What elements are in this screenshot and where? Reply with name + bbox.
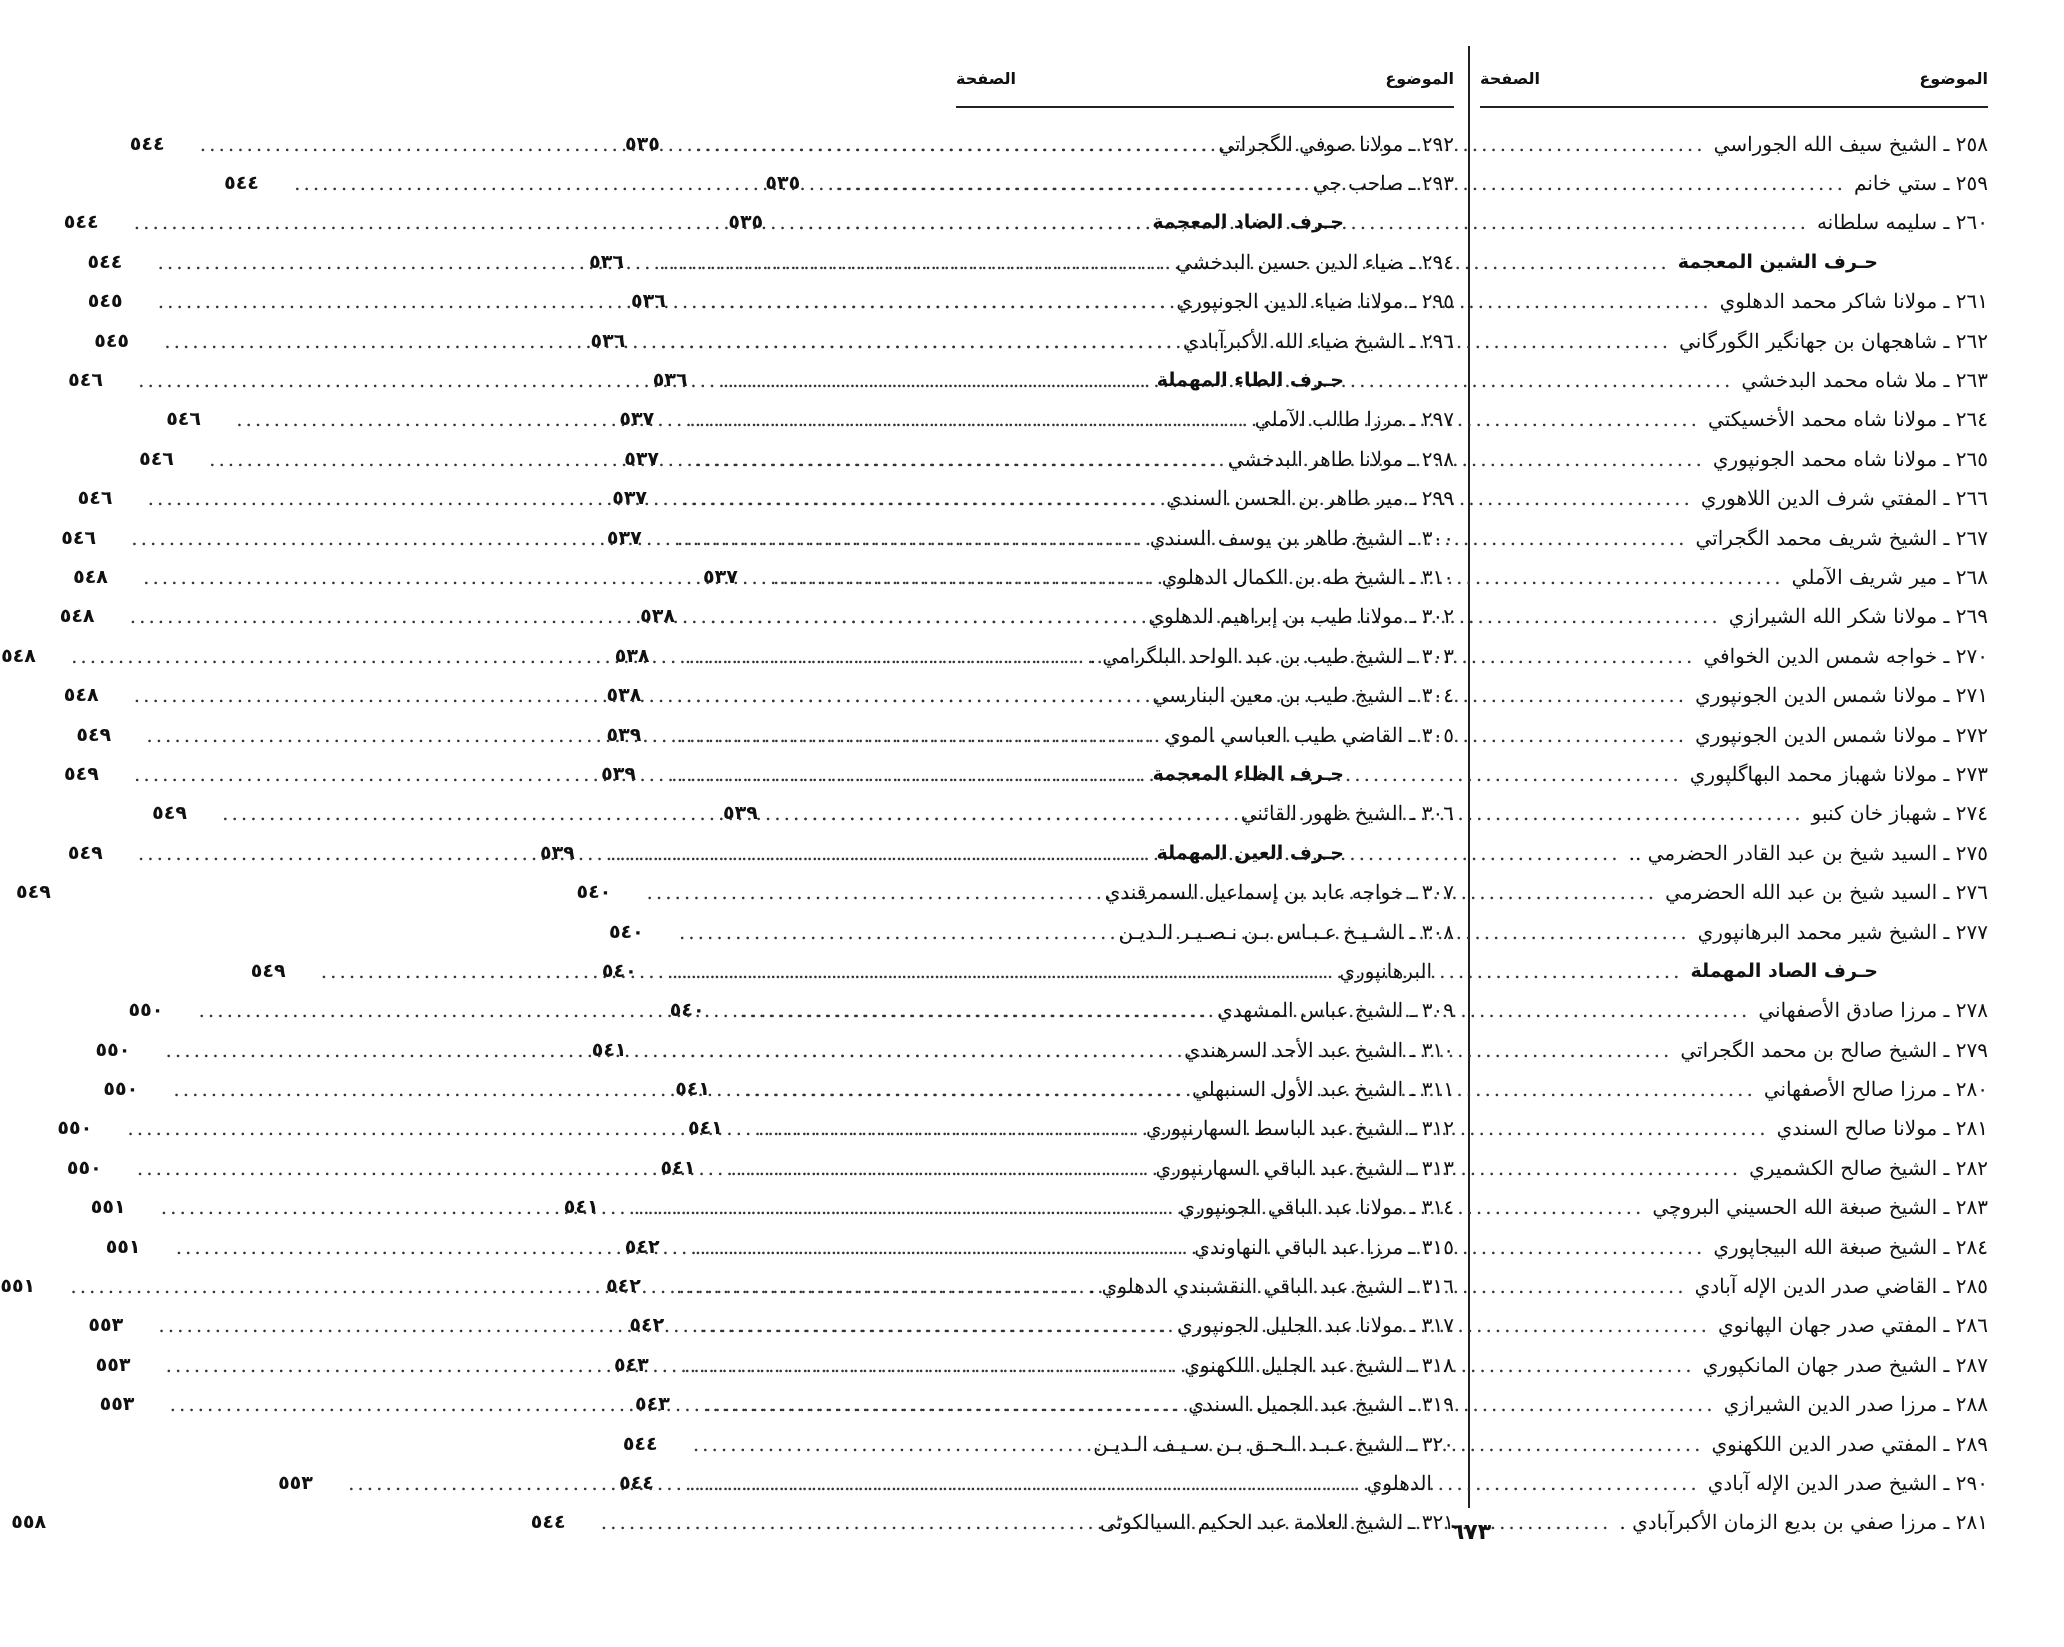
dot-leader bbox=[130, 604, 1141, 628]
entry-page-number: ٥٣٦ bbox=[590, 329, 626, 352]
entry-page-number: ٥٣٨ bbox=[614, 644, 650, 667]
dot-leader bbox=[170, 1392, 1181, 1416]
entry-title: ٢٩٤ ـ ضياء الدين حسين البدخشي bbox=[1176, 249, 1454, 274]
entry-title: ٢٨٢ ـ الشيخ صالح الكشميري bbox=[1749, 1155, 1988, 1180]
entry-page-number: ٥٤٤ bbox=[619, 1471, 654, 1494]
entry-page-number: ٥٤٢ bbox=[629, 1314, 665, 1337]
dot-leader bbox=[146, 723, 1157, 747]
toc-entry bbox=[956, 912, 1454, 951]
dot-leader bbox=[143, 565, 1154, 589]
entry-title: حـرف الظاء المعجمة bbox=[1152, 762, 1344, 785]
entry-title: حـرف العين المهملة bbox=[1156, 841, 1344, 864]
entry-title: ٣٠٤ ـ الشيخ طيب بن معين البنارسي bbox=[1152, 683, 1454, 708]
entry-page-number: ٥٣٦ bbox=[589, 250, 624, 273]
entry-title: ٢٦٥ ـ مولانا شاه محمد الجونپوري bbox=[1712, 446, 1988, 471]
dot-leader bbox=[199, 998, 1210, 1022]
entry-title: ٢٧٧ ـ الشيخ شير محمد البرهانپوري bbox=[1697, 919, 1988, 944]
entry-page-number: ٥٤٣ bbox=[613, 1353, 649, 1376]
entry-page-number: ٥٥٠ bbox=[128, 999, 164, 1022]
entry-title: ٢٨١ ـ مولانا صالح السندي bbox=[1776, 1116, 1988, 1141]
dot-leader bbox=[71, 644, 1082, 668]
entry-page-number: ٥٤١ bbox=[687, 1117, 723, 1140]
entry-title: ٢٧٨ ـ مرزا صادق الأصفهاني bbox=[1758, 998, 1988, 1023]
entry-page-number: ٥٣٩ bbox=[601, 762, 636, 785]
entry-title: ٢٦١ ـ مولانا شاكر محمد الدهلوي bbox=[1719, 289, 1988, 314]
entry-page-number: ٥٤٩ bbox=[67, 841, 103, 864]
entry-page-number: ٥٤٥ bbox=[87, 290, 123, 313]
entry-title: ٣٠٦ ـ الشيخ ظهور القائني bbox=[1240, 801, 1454, 826]
entry-page-number: ٥٣٧ bbox=[606, 526, 642, 549]
entry-page-number: ٥٤٤ bbox=[63, 211, 99, 234]
right-column-header bbox=[1480, 46, 1988, 106]
dot-leader bbox=[134, 762, 1145, 786]
entry-page-number: ٥٥١ bbox=[90, 1196, 126, 1219]
entry-page-number: ٥٣٩ bbox=[539, 841, 575, 864]
entry-page-number: ٥٤٠ bbox=[608, 920, 644, 943]
entry-page-number: ٥٤٠ bbox=[601, 959, 637, 982]
toc-entry bbox=[956, 1424, 1454, 1463]
entry-title: ٢٨٥ ـ القاضي صدر الدين الإله آبادي bbox=[1694, 1274, 1988, 1299]
entry-title: ٢٦٩ ـ مولانا شكر الله الشيرازي bbox=[1728, 604, 1988, 629]
entry-title: ٣١٣ ـ الشيخ عبد الباقي السهارنپوري bbox=[1155, 1155, 1454, 1180]
entry-page-number: ٥٣٥ bbox=[625, 132, 660, 155]
entry-title: ٣٠٧ ـ خواجه عابد بن إسماعيل السمرقندي bbox=[1104, 880, 1454, 905]
entry-title: حـرف الضاد المعجمة bbox=[1152, 211, 1344, 234]
entry-title: ٣١١ ـ الشيخ عبد الأول السنبهلي bbox=[1191, 1077, 1454, 1102]
entry-page-number: ٥٤٢ bbox=[624, 1235, 660, 1258]
header-rule bbox=[1480, 106, 1988, 108]
dot-leader bbox=[200, 132, 1211, 156]
entry-title: ٢٦٢ ـ شاهجهان بن جهانگير الگورگاني bbox=[1679, 328, 1988, 353]
entry-title: ٣٠٩ ـ الشيخ عباس المشهدي bbox=[1217, 998, 1454, 1023]
entry-page-number: ٥٤٦ bbox=[68, 369, 103, 392]
dot-leader bbox=[173, 1077, 1184, 1101]
entry-page-number: ٥٥١ bbox=[0, 1275, 36, 1298]
header-rule bbox=[956, 106, 1454, 108]
entry-title: ٣٢١ ـ الشيخ العلامة عبد الحكيم السيالكوٹی bbox=[1099, 1510, 1454, 1535]
entry-title: ٢٧٠ ـ خواجه شمس الدين الخوافي bbox=[1703, 643, 1988, 668]
entry-page-number: ٥٣٨ bbox=[640, 605, 675, 628]
entry-page-number: ٥٤٩ bbox=[76, 723, 112, 746]
entry-page-number: ٥٣٧ bbox=[624, 447, 660, 470]
entry-title: ٣٠٠ ـ الشيخ طاهر بن يوسف السندي bbox=[1149, 525, 1454, 550]
entry-title: ٢٨١ ـ مرزا صفي بن بديع الزمان الأكبرآبادي . bbox=[1619, 1510, 1988, 1535]
entry-page-number: ٥٤٤ bbox=[224, 172, 259, 195]
entry-page-number: ٥٤٩ bbox=[16, 881, 51, 904]
entry-title: ٣١٨ ـ الشيخ عبد الجليل اللكهنوي bbox=[1184, 1352, 1454, 1377]
entry-title: ٢٨٠ ـ مرزا صالح الأصفهاني bbox=[1763, 1077, 1988, 1102]
entry-page-number: ٥٤٩ bbox=[152, 802, 187, 825]
entry-title: ٣٢٠ ـ الشيخ عـبـد الـحـق بـن سـيـف الـديـن bbox=[1093, 1431, 1454, 1456]
entry-page-number: ٥٥٣ bbox=[95, 1353, 131, 1376]
dot-leader bbox=[138, 368, 1149, 392]
entry-title: ٢٧٤ ـ شهباز خان كنبو bbox=[1811, 801, 1988, 826]
entry-title: ٣٠٨ ـ الشـيـخ عـبـاس بـن نـصـيـر الـديـن bbox=[1118, 919, 1454, 944]
entry-title: ٣٠٢ ـ مولانا طيب بن إبراهيم الدهلوي bbox=[1148, 604, 1454, 629]
entry-page-number: ٥٤٨ bbox=[63, 684, 99, 707]
entry-title: ٣١٠ ـ الشيخ عبد الأحد السرهندي bbox=[1184, 1037, 1454, 1062]
dot-leader bbox=[166, 1353, 1177, 1377]
dot-leader bbox=[158, 250, 1169, 274]
dot-leader bbox=[134, 210, 1145, 234]
entry-title: ٢٨٧ ـ الشيخ صدر جهان المانكپوري bbox=[1702, 1352, 1988, 1377]
entry-title: ٢٧١ ـ مولانا شمس الدين الجونپوري bbox=[1695, 683, 1988, 708]
entry-page-number: ٥٥٣ bbox=[88, 1314, 124, 1337]
entry-page-number: ٥٤٦ bbox=[166, 408, 201, 431]
entry-title: ٢٦٧ ـ الشيخ شريف محمد الگجراتي bbox=[1695, 525, 1988, 550]
entry-title: ٢٩٧ ـ مرزا طالب الآملي bbox=[1254, 407, 1454, 432]
entry-title: ٢٨٨ ـ مرزا صدر الدين الشيرازي bbox=[1723, 1392, 1988, 1417]
entry-title: ٣٠٣ ـ الشيخ طيب بن عبد الواحد البلگرامي . bbox=[1089, 643, 1454, 668]
entry-title: حـرف الشين المعجمة bbox=[1677, 250, 1878, 273]
entry-title: ٢٩٥ ـ مولانا ضياء الدين الجونپوري bbox=[1176, 289, 1454, 314]
left-column-header bbox=[956, 46, 1454, 106]
entry-page-number: ٥٤٩ bbox=[250, 959, 286, 982]
entry-page-number: ٥٣٦ bbox=[631, 290, 666, 313]
entry-page-number: ٥٤٨ bbox=[59, 605, 95, 628]
entry-page-number: ٥٣٩ bbox=[606, 723, 642, 746]
entry-page-number: ٥٥٠ bbox=[95, 1038, 131, 1061]
entry-title: ٢٩٩ ـ مير طاهر بن الحسن السندي bbox=[1166, 486, 1454, 511]
dot-leader bbox=[222, 801, 1233, 825]
entry-title: ٢٦٦ ـ المفتي شرف الدين اللاهوري bbox=[1700, 486, 1988, 511]
entry-title: ٢٦٨ ـ مير شريف الآملي bbox=[1791, 564, 1988, 589]
entry-page-number: ٥٥٠ bbox=[66, 1156, 102, 1179]
entry-page-number: ٥٤١ bbox=[591, 1038, 627, 1061]
entry-page-number: ٥٥٠ bbox=[57, 1117, 93, 1140]
entry-title: ٣١٠ ـ الشيخ طه بن الكمال الدهلوي bbox=[1161, 564, 1454, 589]
entry-title: ٢٨٣ ـ الشيخ صبغة الله الحسيني البروچي bbox=[1652, 1195, 1988, 1220]
entry-page-number: ٥٥٣ bbox=[99, 1393, 135, 1416]
entry-title: ٢٨٩ ـ المفتي صدر الدين اللكهنوي bbox=[1711, 1431, 1988, 1456]
entry-title: ٢٩٦ ـ الشيخ ضياء الله الأكبرآبادي bbox=[1182, 328, 1454, 353]
entry-page-number: ٥٤٢ bbox=[606, 1275, 641, 1298]
entry-page-number: ٥٣٧ bbox=[619, 408, 655, 431]
entry-title: ٢٩٢ ـ مولانا صوفي الگجراتي bbox=[1218, 131, 1454, 156]
dot-leader bbox=[138, 841, 1149, 865]
entry-page-number: ٥٣٨ bbox=[606, 684, 642, 707]
dot-leader bbox=[131, 526, 1142, 550]
entry-page-number: ٥٥٨ bbox=[11, 1511, 47, 1534]
entry-page-number: ٥٤٦ bbox=[139, 447, 174, 470]
entry-page-number: ٥٤٤ bbox=[622, 1432, 658, 1455]
entry-page-number: ٥٤٤ bbox=[129, 132, 165, 155]
page-label: الصفحة bbox=[1480, 68, 1541, 88]
dot-leader bbox=[236, 407, 1247, 431]
dot-leader bbox=[148, 486, 1159, 510]
entry-title: الدهلوي bbox=[1366, 1470, 1432, 1495]
page-number: ٦٧٣ bbox=[1450, 1520, 1492, 1545]
entry-page-number: ٥٣٩ bbox=[723, 802, 758, 825]
dot-leader bbox=[158, 289, 1169, 313]
dot-leader bbox=[294, 171, 1305, 195]
entry-title: ٣٠٥ ـ القاضي طيب العباسي الموي bbox=[1164, 722, 1454, 747]
entry-page-number: ٥٤٨ bbox=[1, 644, 36, 667]
entry-page-number: ٥٤٦ bbox=[61, 526, 97, 549]
entry-title: ٢٩٠ ـ الشيخ صدر الدين الإله آبادي bbox=[1707, 1470, 1988, 1495]
dot-leader bbox=[348, 1471, 1359, 1495]
entry-title: ٣١٤ ـ مولانا عبد الباقي الجونپوري bbox=[1179, 1195, 1454, 1220]
entry-page-number: ٥٤٠ bbox=[669, 999, 705, 1022]
entry-title: ٢٨٤ ـ الشيخ صبغة الله البيجاپوري bbox=[1713, 1234, 1988, 1259]
entry-page-number: ٥٣٥ bbox=[765, 172, 801, 195]
entry-page-number: ٥٤٩ bbox=[64, 762, 99, 785]
entry-title: ٢٧٢ ـ مولانا شمس الدين الجونپوري bbox=[1695, 722, 1988, 747]
entry-page-number: ٥٤٥ bbox=[94, 329, 130, 352]
entry-page-number: ٥٤٤ bbox=[530, 1511, 566, 1534]
entry-title: ٢٥٨ ـ الشيخ سيف الله الجوراسي bbox=[1713, 131, 1988, 156]
entry-title: ٢٧٦ ـ السيد شيخ بن عبد الله الحضرمي bbox=[1665, 880, 1988, 905]
entry-title: ٣١٩ ـ الشيخ عبد الجميل السندي bbox=[1188, 1392, 1454, 1417]
entry-title: ٢٦٤ ـ مولانا شاه محمد الأخسيكتي bbox=[1708, 407, 1988, 432]
page-label: الصفحة bbox=[956, 68, 1017, 88]
entry-title: ٢٧٣ ـ مولانا شهباز محمد البهاگلپوري bbox=[1689, 761, 1988, 786]
entry-title: ٢٦٠ ـ سليمه سلطانه bbox=[1816, 210, 1988, 235]
entry-title: ٢٨٦ ـ المفتي صدر جهان الپهانوي bbox=[1718, 1313, 1988, 1338]
dot-leader bbox=[137, 1156, 1148, 1180]
entry-title: ٢٩٨ ـ مولانا طاهر البدخشي bbox=[1227, 446, 1454, 471]
entry-page-number: ٥٤١ bbox=[675, 1078, 710, 1101]
dot-leader bbox=[158, 1313, 1169, 1337]
entry-title: ٣١٥ ـ مرزا عبد الباقي النهاوندي bbox=[1194, 1234, 1454, 1259]
entry-title: ٢٧٩ ـ الشيخ صالح بن محمد الگجراتي bbox=[1680, 1037, 1988, 1062]
topic-label: الموضوع bbox=[1385, 68, 1454, 88]
entry-page-number: ٥٤٠ bbox=[576, 881, 612, 904]
entry-title: ٢٧٥ ـ السيد شيخ بن عبد القادر الحضرمي .. bbox=[1628, 840, 1988, 865]
entry-page-number: ٥٤١ bbox=[660, 1156, 696, 1179]
entry-title: ٢٦٣ ـ ملا شاه محمد البدخشي bbox=[1741, 368, 1988, 393]
entry-title: حـرف الصاد المهملة bbox=[1690, 959, 1878, 982]
dot-leader bbox=[161, 1195, 1172, 1219]
entry-page-number: ٥٣٧ bbox=[612, 487, 648, 510]
entry-title: البرهانپوري bbox=[1339, 958, 1432, 983]
entry-title: ٣١٦ ـ الشيخ عبد الباقي النقشبندي الدهلوي . bbox=[1088, 1274, 1454, 1299]
entry-title: ٣١٢ ـ الشيخ عبد الباسط السهارنپوري bbox=[1145, 1116, 1454, 1141]
entry-title: ٢٥٩ ـ ستي خانم bbox=[1854, 171, 1988, 196]
entry-page-number: ٥٤٤ bbox=[87, 250, 123, 273]
dot-leader bbox=[321, 959, 1332, 983]
dot-leader bbox=[70, 1274, 1081, 1298]
dot-leader bbox=[209, 447, 1220, 471]
dot-leader bbox=[134, 683, 1145, 707]
entry-page-number: ٥٥١ bbox=[105, 1235, 141, 1258]
entry-title: ٢٩٣ ـ صاحب جي bbox=[1312, 171, 1454, 196]
topic-label: الموضوع bbox=[1919, 68, 1988, 88]
dot-leader bbox=[166, 1038, 1177, 1062]
entry-page-number: ٥٤٦ bbox=[77, 487, 113, 510]
entry-page-number: ٥٤٣ bbox=[635, 1393, 670, 1416]
entry-page-number: ٥٤٨ bbox=[73, 565, 108, 588]
entry-page-number: ٥٣٦ bbox=[652, 369, 688, 392]
entry-page-number: ٥٣٥ bbox=[728, 211, 764, 234]
entry-page-number: ٥٤١ bbox=[563, 1196, 599, 1219]
entry-title: ٣١٧ ـ مولانا عبد الجليل الجونپوري bbox=[1177, 1313, 1454, 1338]
entry-page-number: ٥٥٣ bbox=[278, 1471, 313, 1494]
entry-title: حـرف الطاء المهملة bbox=[1156, 369, 1344, 392]
entry-page-number: ٥٥٠ bbox=[103, 1078, 139, 1101]
dot-leader bbox=[176, 1235, 1187, 1259]
entry-page-number: ٥٣٧ bbox=[703, 565, 738, 588]
dot-leader bbox=[164, 329, 1175, 353]
dot-leader bbox=[127, 1116, 1138, 1140]
